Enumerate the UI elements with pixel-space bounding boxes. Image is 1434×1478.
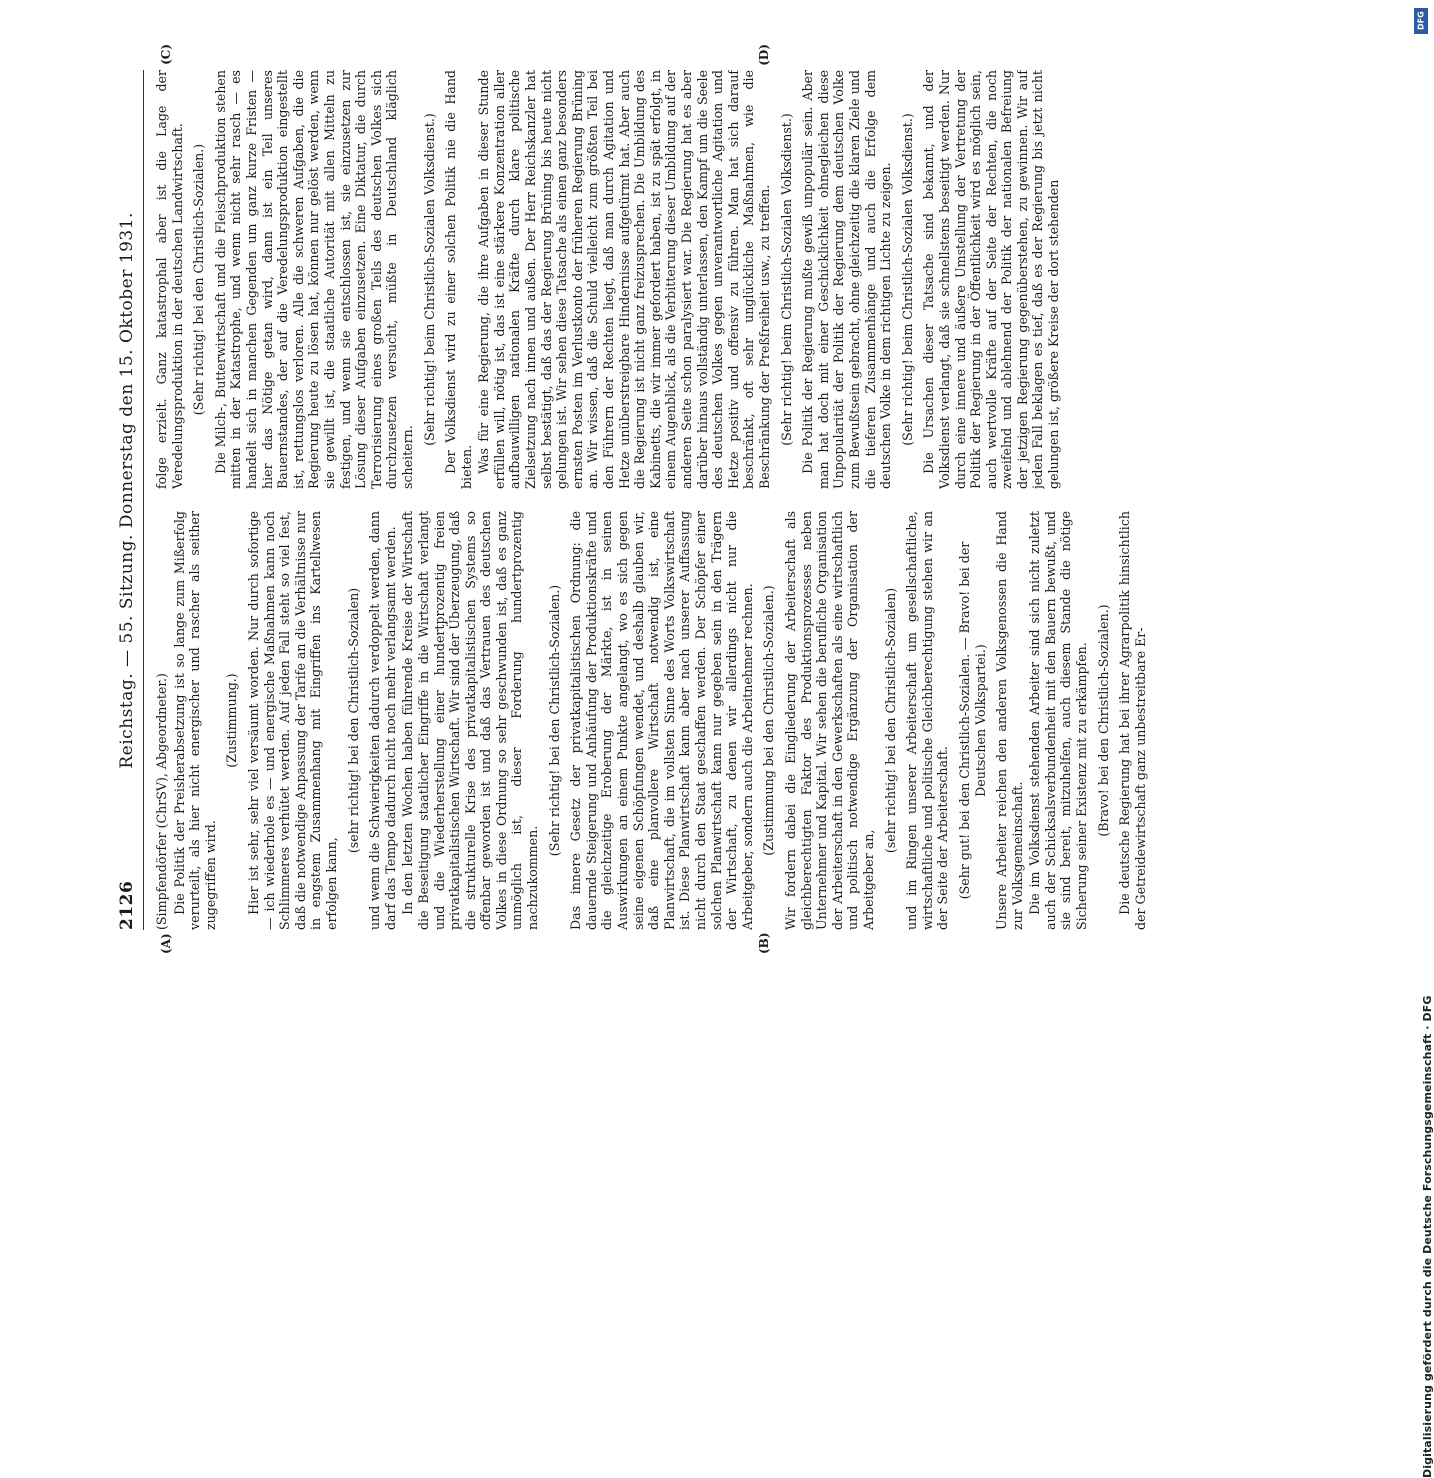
paragraph: Die Politik der Preisherabsetzung ist so lange zum Mißerfolg verurteilt, als hier nicht energischer und rascher als seither zugegriffen wird. [171, 511, 218, 930]
paragraph: Die Ursachen dieser Tatsache sind bekannt, und der Volksdienst verlangt, daß sie schnellstens beseitigt werden. Nur durch eine innere und äußere Umstellung der Vertretung der Politik der Regierung in der Öffentlichkeit wird es möglich sein, auch wertvolle Kräfte auf der Seite der Rechten, die noch zweifelnd und ablehnend der Politik der nationalen Befreiung der jetzigen Regierung gegenüberstehen, zu gewinnen. Wir auf jeden Fall beklagen es tief, daß es der Regierung bis jetzt nicht gelungen ist, größere Kreise der dort stehenden [921, 70, 1062, 489]
margin-marker-d: (D) [757, 44, 771, 66]
paragraph: Unsere Arbeiter reichen den anderen Volksgenossen die Hand zur Volksgemeinschaft. [994, 511, 1025, 930]
paragraph: Die im Volksdienst stehenden Arbeiter sind sich nicht zuletzt auch der Schicksalsverbundenheit mit den Bauern bewußt, und sie sind bereit, mitzuhelfen, auch diesem Stande die nötige Sicherung seiner Existenz mit zu erkämpfen. [1027, 511, 1090, 930]
paragraph: folge erzielt. Ganz katastrophal aber ist die Lage der Veredelungsproduktion in der deutschen Landwirtschaft. [154, 70, 185, 489]
interjection-line: (Sehr gut! bei den Christlich-Sozialen. — Bravo! bei der Deutschen Volkspartei.) [956, 541, 988, 900]
paragraph: und wenn die Schwierigkeiten dadurch verdoppelt werden, dann darf das Tempo dadurch nicht noch mehr verlangsamt werden. [367, 511, 398, 930]
interjection-line: (sehr richtig! bei den Christlich-Sozialen) [882, 587, 898, 854]
paragraph: Hier ist sehr, sehr viel versäumt worden. Nur durch sofortige — ich wiederhole es — und energische Maßnahmen kann noch Schlimmeres verhütet werden. Auf jeden Fall steht so viel fest, daß die notwendige Anpassung der Tarife an die Verhältnisse nur in engstem Zusammenhang mit Eingriffen ins Kartellwesen erfolgen kann, [245, 511, 339, 930]
attribution-text: Digitalisierung gefördert durch die Deutsche Forschungsgemeinschaft · DFG [1421, 995, 1434, 1478]
rotated-page-content [57, 40, 1377, 960]
interjection-line: (Sehr richtig! beim Christlich-Sozialen Volksdienst.) [899, 113, 915, 446]
interjection-line: (Sehr richtig! beim Christlich-Sozialen Volksdienst.) [778, 113, 794, 446]
page-title: Reichstag. — 55. Sitzung. Donnerstag den 15. Oktober 1931. [117, 212, 137, 769]
interjection-line: (Sehr richtig! bei den Christlich-Sozialen.) [546, 584, 562, 857]
interjection-line: (Bravo! bei den Christlich-Sozialen.) [1095, 604, 1111, 837]
paragraph: Der Volksdienst wird zu einer solchen Politik nie die Hand bieten. [443, 70, 474, 489]
page-header [117, 70, 144, 930]
paragraph: (Simpfendörfer (ChrSV), Abgeordneter.) [154, 673, 169, 930]
margin-marker-c: (C) [159, 44, 173, 65]
interjection-line: (Sehr richtig! bei den Christlich-Sozialen.) [191, 143, 207, 416]
paragraph: Das innere Gesetz der privatkapitalistischen Ordnung: die dauernde Steigerung und Anhäufung der Produktionskräfte und die gleichzeitige Eroberung der Märkte, ist in seinen Auswirkungen an einem Punkte angelangt, wo es sich gegen seine eigenen Schöpfungen wendet, und deshalb glauben wir, daß eine planvollere Wirtschaft notwendig ist, eine Planwirtschaft, die im vollsten Sinne des Worts Volkswirtschaft ist. Diese Planwirtschaft kann aber nach unserer Auffassung nicht durch den Staat geschaffen werden. Der Schöpfer einer solchen Planwirtschaft kann nur gegeben sein in den Trägern der Wirtschaft, zu denen wir allerdings nicht nur die Arbeitgeber, sondern auch die Arbeitnehmer rechnen. [568, 511, 755, 930]
interjection-line: (Sehr richtig! beim Christlich-Sozialen Volksdienst.) [421, 113, 437, 446]
paragraph: In den letzten Wochen haben führende Kreise der Wirtschaft die Beseitigung staatlicher Eingriffe in die Wirtschaft verlangt und die Wiederherstellung einer hundertprozentig freien privatkapitalistischen Wirtschaft. Wir sind der Überzeugung, daß die strukturelle Krise des privatkapitalistischen Systems so offenbar geworden ist und daß das Vertrauen des deutschen Volkes in diese Ordnung so sehr geschwunden ist, daß es ganz unmöglich ist, dieser Forderung hundertprozentig nachzukommen. [400, 511, 541, 930]
left-column [154, 511, 1334, 930]
paragraph: Die deutsche Regierung hat bei ihrer Agrarpolitik hinsichtlich der Getreidewirtschaft ganz unbestreitbare Er- [1117, 511, 1148, 930]
digitization-attribution [1412, 8, 1434, 1478]
margin-marker-a: (A) [159, 933, 173, 954]
interjection-line: (Zustimmung.) [224, 673, 240, 768]
paragraph: Wir fordern dabei die Eingliederung der Arbeiterschaft als gleichberechtigten Faktor des Produktionsprozesses neben Unternehmer und Kapital. Wir sehen die berufliche Organisation der Arbeiterschaft in den Gewerkschaften als eine wirtschaftlich und politisch notwendige Ergänzung der Organisation der Arbeitgeber an, [782, 511, 876, 930]
paragraph: Die Politik der Regierung mußte gewiß unpopulär sein. Aber man hat doch mit einer Geschicklichkeit ohnegleichen diese Unpopularität der Politik der Regierung dem deutschen Volke zum Bewußtsein gebracht, ohne gleichzeitig die klaren Ziele und die tieferen Zusammenhänge und auch die Erfolge dem deutschen Volke in dem richtigen Lichte zu zeigen. [800, 70, 894, 489]
page-body [117, 44, 1337, 954]
paragraph: und im Ringen unserer Arbeiterschaft um gesellschaftliche, wirtschaftliche und politische Gleichberechtigung stehen wir an der Seite der Arbeiterschaft. [904, 511, 951, 930]
paragraph: Die Milch-, Butterwirtschaft und die Fleischproduktion stehen mitten in der Katastrophe, und wenn nicht sehr rasch — es handelt sich in manchen Gegenden um ganz kurze Fristen — hier das Nötige getan wird, dann ist ein Teil unseres Bauernstandes, der auf die Veredelungsproduktion eingestellt ist, rettungslos verloren. Alle die schweren Aufgaben, die die Regierung heute zu lösen hat, können nur gelöst werden, wenn sie gewillt ist, die staatliche Autorität mit allen Mitteln zu festigen, und wenn sie entschlossen ist, sie einzusetzen zur Lösung dieser Aufgaben einzusetzen. Eine Diktatur, die durch Terrorisierung eines großen Teils des deutschen Volkes sich durchzusetzen versucht, müßte in Deutschland kläglich scheitern. [212, 70, 415, 489]
interjection-line: (sehr richtig! bei den Christlich-Sozialen) [345, 587, 361, 854]
margin-marker-b: (B) [757, 932, 771, 954]
page-number: 2126 [117, 880, 137, 930]
dfg-logo: DFG [1414, 8, 1428, 34]
text-columns [154, 70, 1334, 930]
right-column [154, 70, 1334, 489]
paragraph: Was für eine Regierung, die ihre Aufgaben in dieser Stunde erfüllen will, nötig ist, das ist eine stärkere Konzentration aller aufbauwilligen nationalen Kräfte durch klare politische Zielsetzung nach innen und außen. Der Herr Reichskanzler hat selbst bestätigt, daß das der Regierung Brüning bis heute nicht gelungen ist. Wir sehen diese Tatsache als einen ganz besonders ernsten Posten im Verlustkonto der früheren Regierung Brüning an. Wir wissen, daß die Schuld vielleicht zum größten Teil bei den Führern der Rechten liegt, daß man durch Agitation und Hetze unüberstreigbare Hindernisse aufgetürmt hat. Aber auch die Regierung ist nicht ganz freizusprechen. Die Umbildung des Kabinetts, die wir immer gefordert haben, ist zu spät erfolgt, in einem Augenblick, als die Verbitterung dieser Umbildung auf der anderen Seite schon paralysiert war. Die Regierung hat es aber darüber hinaus vollständig unterlassen, den Kampf um die Seele des deutschen Volkes gegen unverantwortliche Agitation und Hetze positiv und offensiv zu führen. Man hat sich darauf beschränkt, oft sehr unglückliche Maßnahmen, wie die Beschränkung der Preßfreiheit usw., zu treffen. [476, 70, 772, 489]
interjection-line: (Zustimmung bei den Christlich-Sozialen.) [761, 585, 777, 856]
